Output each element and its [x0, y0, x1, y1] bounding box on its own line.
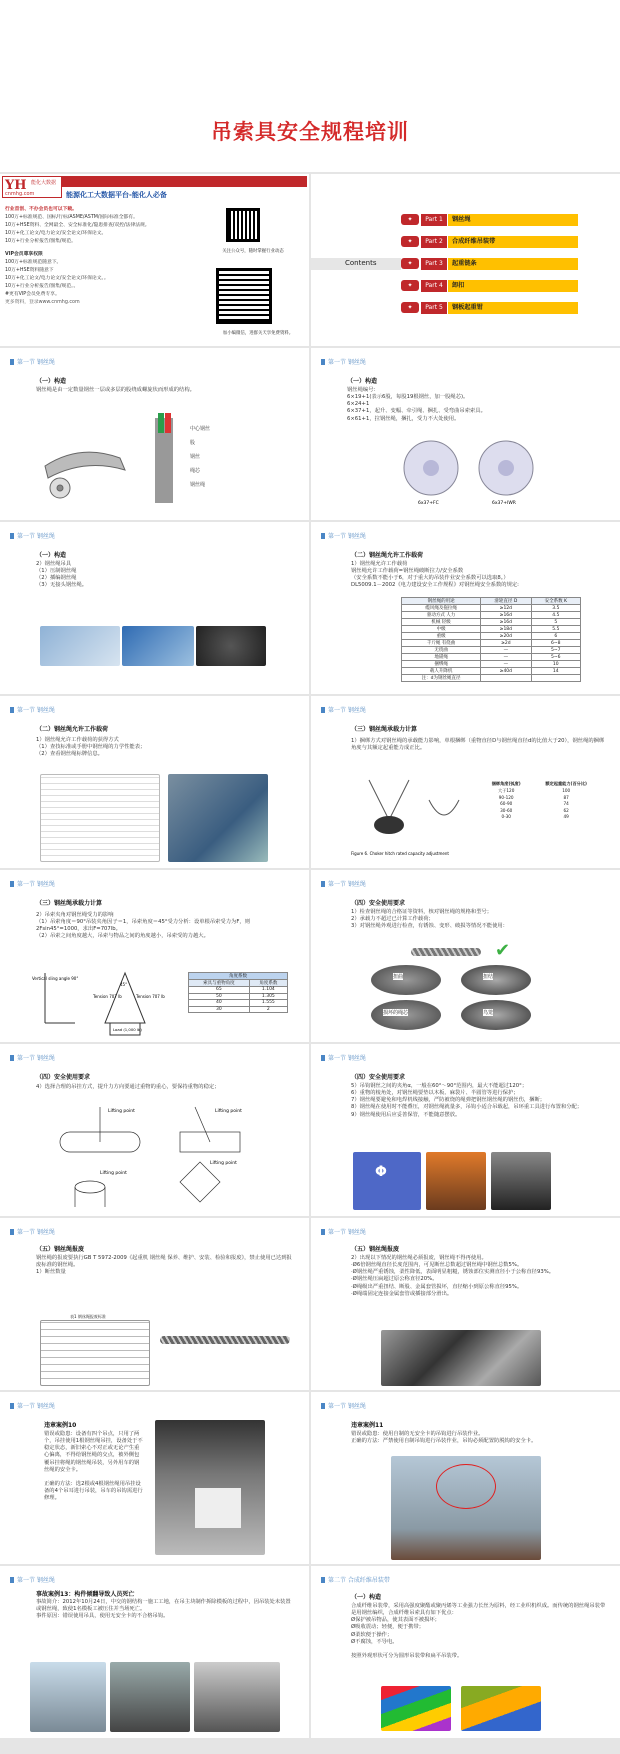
hook-angle-diagram: Φ [353, 1152, 421, 1210]
flat-sling-photo [461, 1686, 541, 1731]
accident-photo-1 [30, 1662, 106, 1732]
svg-text:Load (1,000 lb): Load (1,000 lb) [113, 1027, 142, 1032]
table-row: 钢丝绳的用途 滑轮直径 D 安全系数 K [402, 598, 581, 605]
table-row: 捆绑绳 — 10 [402, 661, 581, 668]
rope-storage-photo [491, 1152, 551, 1210]
svg-text:Lifting point: Lifting point [100, 1171, 127, 1176]
table-row: 地锚绳 — 5~6 [402, 654, 581, 661]
slide-wll-2 [0, 696, 309, 868]
grommet-rope-photo [196, 626, 266, 666]
table-row: 机械 轻级 ≥16d 5 [402, 619, 581, 626]
table-row: 大于120 100 [498, 787, 571, 794]
slide-heading: （三）钢丝绳承载力计算 [351, 726, 418, 733]
section-label: 第一节 钢丝绳 [321, 1227, 366, 1236]
platform-name: 能源化工大数据平台-能化人必备 [66, 191, 167, 199]
section-label: 第一节 钢丝绳 [10, 1227, 55, 1236]
accident-photo-3 [194, 1662, 280, 1732]
table-row: 重级 ≥20d 6 [402, 633, 581, 640]
table-row: 缆风绳及拖拉绳 ≥12d 3.5 [402, 605, 581, 612]
page-title: 吊索具安全规程培训 [211, 119, 409, 144]
svg-text:Tension 707 lb: Tension 707 lb [93, 994, 122, 999]
angle-factor-table: 角度系数 索具与重物角度 角度系数 65 1.104 50 1.305 40 1.555 30 2 [188, 972, 288, 1013]
table-row: 0-30 49 [501, 814, 569, 820]
table-row: 载人升降机 ≥40d 14 [402, 668, 581, 675]
slide-usage-2 [0, 1044, 309, 1216]
qr2-caption: 加小编微信，进群关天享免费资料。 [222, 331, 294, 336]
lifting-point-diagram [50, 1102, 260, 1214]
case-11-photo [391, 1456, 541, 1560]
slide-heading: （四）安全使用要求 [36, 1074, 91, 1081]
svg-text:Lifting point: Lifting point [215, 1109, 242, 1114]
spliced-rope-photo [122, 626, 194, 666]
table-caption: 表1 钢丝绳报废标准 [70, 1314, 106, 1319]
slide-discard-2 [311, 1218, 620, 1390]
rope-length-illustration [160, 1336, 290, 1344]
section-label: 第一节 钢丝绳 [10, 1401, 55, 1410]
table-row: 60-90 74 [500, 801, 569, 807]
table-row: 90-120 87 [498, 794, 569, 800]
promo-slide [0, 174, 309, 346]
section-label: 第一节 钢丝绳 [321, 1053, 366, 1062]
rope-property-table-image [40, 774, 160, 862]
slide-heading: 事故案例13：构件倾翻导致人员死亡 [36, 1591, 135, 1598]
svg-text:中心钢丝: 中心钢丝 [190, 426, 211, 432]
slide-heading: 违章案例10 [44, 1422, 77, 1429]
slide-text: 钢丝绳的报废要执行GB T 5972-2009《起重机 钢丝绳 保养、维护、安装、检验和报废》，禁止使用已达到报废标准的钢丝绳。 1）断丝数量 [36, 1255, 292, 1276]
rope-structure-diagram [40, 408, 270, 508]
slide-synthetic-sling [311, 1566, 620, 1738]
svg-text:Lifting point: Lifting point [108, 1109, 135, 1114]
round-sling-photo [381, 1686, 451, 1731]
svg-text:股: 股 [190, 440, 196, 446]
slide-heading: （五）钢丝绳报废 [351, 1246, 400, 1253]
slide-text: 钢丝绳是由一定数量钢丝一层或多层的股绕成螺旋状而形成的结构。 [36, 387, 195, 393]
slide-wll-1 [311, 522, 620, 694]
slide-usage-1: 第一节 钢丝绳 （四）安全使用要求 1）检查钢丝绳的合格证等资料，核对钢丝绳的规格和型号； 2）承载力不超过已计算工作载荷； 3）对钢丝绳外观进行检查，有锈蚀、变形、破损等情况不能使用： ✔ 扭曲 扭结 损坏的绳芯 鸟笼 [311, 870, 620, 1042]
table-row: 无绕曲 — 5~7 [402, 647, 581, 654]
slide-text: 2）出现以下情况的钢丝绳必须报废，钢丝绳不得再使用。 ·Ø6倍钢丝绳直径长度范围内，可见断丝总数超过钢丝绳中钢丝总数5%。 ·Ø钢丝绳严重锈蚀，柔性降低，表面明显粗糙，锈蚀部位实测直径小于公称直径93%。 ·Ø钢丝绳压扁超过原公称直径20%。 ·Ø绳级出严重扭结、断股、金属套管损坏，直径缩小到原公称直径95%。 ·Ø绳端固定连接金属套管或插接部分滑出。 [351, 1255, 555, 1297]
slide-capacity-2 [0, 870, 309, 1042]
svg-text:6x37+FC: 6x37+FC [418, 501, 439, 506]
section-label: 第一节 钢丝绳 [10, 357, 55, 366]
slide-heading: （一）构造 [36, 378, 67, 385]
kink-defect-image [371, 965, 441, 995]
slide-heading: （二）钢丝绳允许工作载荷 [36, 726, 109, 733]
svg-text:45°: 45° [120, 982, 128, 987]
slide-heading: （一）构造 [36, 552, 67, 559]
promo-list: 行业首创、不办会员也可以下载。 100万+标准规范、国标/行标/ASME/ASTM/国际标准全都有。 10万+HSE资料、全网最全、安全标准化/隐患排查/双控/法律法规。 10万+化工论文/电力论文/安全论文/环保论文。 10万+行业分析报告/图集/规范。 VIP会员尊享权限 100万+标准规范随意下。 10万+HSE资料随意下 10万+化工论文/电力论文/安全论文/环保论文。。 10万+行业分析报告/图集/规范。。 #更有VIP会员免费专享。 更多资料，登录www.cnmhg.com [5, 207, 150, 305]
section-label: 第一节 钢丝绳 [321, 531, 366, 540]
section-label: 第一节 钢丝绳 [10, 1575, 55, 1584]
contents-label: Contents [345, 259, 377, 267]
contents-slide: Contents ✦ Part 1 钢丝绳 ✦ Part 2 合成纤维吊装带 ✦ Part 3 起重链条 ✦ Part 4 卸扣 ✦ Part 5 钢板起重钳 [311, 174, 620, 346]
slide-text: 合成纤维吊装带，采用高强度聚酯或聚丙烯等工业强力长丝为原料，经工业织机织成。而传统的钢丝绳吊装带是用钢丝编织，合成纤维吊索具有如下优点： Ø保护被吊物品，使其表面不被损坏； Ø吸收震动；轻便，便于携带； Ø柔软便于操作； Ø不腐蚀，不导电。 按照外观形状可分为圆形吊装带和扁平吊装带。 [351, 1603, 606, 1659]
case-10-photo [155, 1420, 265, 1555]
slide-text: 1）钢丝绳允许工作载荷 钢丝绳允许工作载荷=钢丝绳破断拉力/安全系数 （安全系数不能小于6，对于重大的吊装作业安全系数可以选取8。） DL5009.1－2002《电力建设安全工作规程》对钢丝绳安全系数的规定: [351, 561, 519, 589]
brand-logo: YH 能化大数据 cnmhg.com [2, 176, 62, 198]
slide-text: 1）捆绑方式对钢丝绳的承载能力影响，单根捆绑（重物直径D与钢丝绳直径d的比值大于20），钢丝绳的捆绑角度与其额定起重能力成正比。 [351, 738, 605, 752]
slide-heading: （二）钢丝绳允许工作载荷 [351, 552, 424, 559]
svg-text:Tension 707 lb: Tension 707 lb [136, 994, 165, 999]
pressed-rope-photo [40, 626, 120, 666]
svg-text:钢丝: 钢丝 [190, 454, 201, 460]
table-row: 捆绑角度(弧度) 额定起重能力(百分比) [491, 781, 587, 787]
slide-text: 5）吊钩钢丝之间的夹角α，一般在60°～90°范围内，最大不能超过120°； 6）重物的棱角处，对钢丝绳要垫以木板、麻袋片、半圆管等进行保护； 7）钢丝绳要避免和电焊机线接触，严防被烧的绳弹把钢丝钢丝绳的钢丝伤，捆断； 8）钢丝绳在使用时不能叠压，对钢丝绳就量多，吊钩小适合吊载起，吊环重工具进行布置和分配； 9）钢丝绳使用后应妥善保管，不能随意摆放。 [351, 1083, 583, 1118]
choker-capacity-table [481, 781, 601, 820]
slide-structure-3 [0, 522, 309, 694]
slide-discard-1 [0, 1218, 309, 1390]
slide-heading: （四）安全使用要求 [351, 1074, 406, 1081]
slide-capacity-1 [311, 696, 620, 868]
svg-text:Figure 6. Choker hitch rated c: Figure 6. Choker hitch rated capacity adjustment [351, 851, 449, 856]
table-row: 千斤绳 有绕曲 ≥2d 6~8 [402, 640, 581, 647]
slide-text: 1）钢丝绳允许工作载荷的获得方式 （1）查技标准或手册中钢丝绳的力学性能表； （2）查看钢丝绳标牌信息。 [36, 737, 146, 758]
slide-case-11 [311, 1392, 620, 1564]
damaged-rope-photos [381, 1330, 541, 1386]
accident-photo-2 [110, 1662, 190, 1732]
slide-accident-13 [0, 1566, 309, 1738]
section-label: 第一节 钢丝绳 [10, 705, 55, 714]
slide-text: 1）检查钢丝绳的合格证等资料，核对钢丝绳的规格和型号； 2）承载力不超过已计算工作载荷； 3）对钢丝绳外观进行检查，有锈蚀、变形、破损等情况不能使用： [351, 909, 508, 930]
qr1-caption: 关注公众号，随时掌握行业动态 [222, 249, 284, 254]
section-label: 第一节 钢丝绳 [10, 1053, 55, 1062]
twist-defect-image [461, 965, 531, 995]
svg-text:钢丝绳: 钢丝绳 [190, 482, 206, 488]
slide-usage-3 [311, 1044, 620, 1216]
slide-text: 4）选择合理的吊挂方式，提升力方向要通过重物的重心，要保持重物的稳定； [36, 1084, 220, 1090]
check-icon: ✔ [495, 940, 511, 961]
birdcage-image [461, 1000, 531, 1030]
section-label: 第一节 钢丝绳 [10, 879, 55, 888]
section-label: 第一节 钢丝绳 [321, 705, 366, 714]
sling-angle-diagram [30, 968, 180, 1040]
slide-text: 2）吊索夹角对钢丝绳受力的影响 （1）吊索角度＝90°吊装夹角因子＝1，吊索角度＝45°受力分析：设单根吊索受力为F，则2Fsin45°=1000，求出F=707lb。 （2）吊索之间角度越大，吊索与物品之间的角度越小，吊索受的力越大。 [36, 912, 250, 940]
slide-heading: （三）钢丝绳承载力计算 [36, 900, 103, 907]
table-row: 驱动方式 人力 ≥16d 4.5 [402, 612, 581, 619]
table-row: 中级 ≥18d 5.5 [402, 626, 581, 633]
qr-code-1 [226, 208, 260, 242]
slide-heading: （五）钢丝绳报废 [36, 1246, 85, 1253]
safety-factor-table [401, 597, 581, 682]
slide-structure-1 [0, 348, 309, 520]
rope-cross-sections [396, 438, 546, 508]
good-rope-image [411, 948, 481, 956]
slide-heading: （一）构造 [351, 1594, 382, 1601]
table-row: 注：d为钢丝绳直径 [402, 675, 581, 682]
slide-text: 2）钢丝绳吊具 （1）压制钢丝绳 （2）插编钢丝绳 （3）无接头钢丝绳。 [36, 561, 88, 589]
section-label: 第一节 钢丝绳 [321, 1401, 366, 1410]
slide-text: 事故简介：2012年10月24日，中交的钢结构一施工工地，在吊主块制作拆除模板的过程中，因吊装处未装置或钢丝绳，致使1名模板工被压住并当场死亡。 事件原因：错误使用吊具，使用无安全卡的不合格吊钩。 [36, 1599, 291, 1620]
slide-text: 错误或隐患：设备有四个吊点，只用了两个，吊挂使用1根钢丝绳吊挂，设备处于不稳定状态，新旧索心不对正或无论产生重心偏离，不得给钢丝绳的交点，被外侧包覆吊挂将绳的钢丝绳吊装，另外用车的钢丝绳的安全卡。 正确的方法：选2根或4根钢丝绳用吊挂设备的4个吊耳进行吊装，吊车的吊钩需进行修理。 [44, 1431, 143, 1502]
slide-text: 钢丝绳编号： 6×19+1(表示6股，每股19根钢丝，加一股绳芯)。 6×24+1 6×37+1，起升、变幅、牵引绳、捆扎、受弯曲吊索索具。 6×61+1，拉钢丝绳，捆扎，受力不大处使用。 [347, 387, 486, 422]
title-slide [0, 0, 620, 172]
choker-hitch-diagram [349, 770, 469, 862]
qr-code-2 [216, 268, 272, 324]
svg-text:绳芯: 绳芯 [190, 468, 201, 474]
section-label: 第二节 合成纤维吊装带 [321, 1575, 390, 1584]
slide-text: 错误或隐患：使用自制的无安全卡的吊钩进行吊装作业。 正确的方法：严禁使用自制吊钩进行吊装作业，吊钩必须配置防脱钩的安全卡。 [351, 1431, 537, 1445]
slide-heading: （一）构造 [347, 378, 378, 385]
slide-heading: （四）安全使用要求 [351, 900, 406, 907]
slide-case-10 [0, 1392, 309, 1564]
slide-structure-2 [311, 348, 620, 520]
edge-protection-photo [426, 1152, 486, 1210]
table-row: 30-60 62 [500, 807, 569, 813]
svg-text:Vertical sling angle 90°: Vertical sling angle 90° [32, 976, 79, 981]
section-label: 第一节 钢丝绳 [321, 357, 366, 366]
section-label: 第一节 钢丝绳 [10, 531, 55, 540]
slide-heading: 违章案例11 [351, 1422, 384, 1429]
rope-tag-photo [168, 774, 268, 862]
broken-wire-table [40, 1320, 150, 1386]
svg-text:6x37+IWR: 6x37+IWR [492, 501, 516, 506]
section-label: 第一节 钢丝绳 [321, 879, 366, 888]
svg-text:Lifting point: Lifting point [210, 1161, 237, 1166]
